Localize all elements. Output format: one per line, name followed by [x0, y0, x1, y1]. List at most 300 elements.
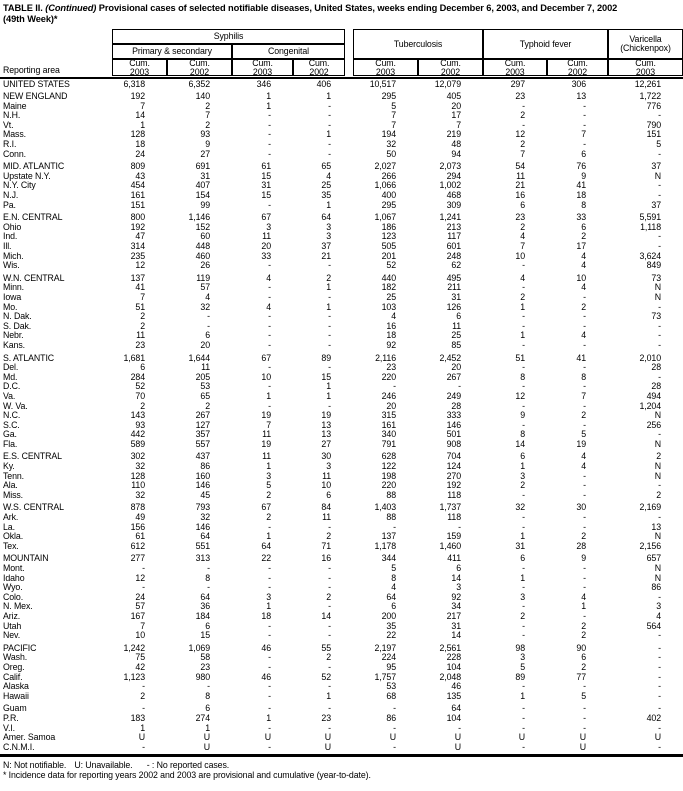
- table-row: [0, 491, 683, 501]
- value-cell: 128: [130, 130, 145, 140]
- value-cell: 302: [130, 452, 145, 462]
- value-cell: 6,318: [123, 79, 145, 89]
- reporting-area-cell: D.C.: [3, 382, 21, 392]
- value-cell: 274: [195, 713, 210, 723]
- table-row: [0, 564, 683, 574]
- value-cell: 1,066: [374, 181, 396, 191]
- reporting-area-cell: Oreg.: [3, 662, 25, 672]
- value-cell: -: [583, 420, 586, 430]
- value-cell: -: [393, 742, 396, 752]
- value-cell: 32: [135, 462, 145, 472]
- value-cell: 256: [646, 420, 661, 430]
- table-row: [0, 181, 683, 191]
- value-cell: 3: [266, 471, 271, 481]
- value-cell: 2: [326, 592, 331, 602]
- page-title: [0, 0, 683, 26]
- value-cell: 46: [261, 672, 271, 682]
- value-cell: 84: [321, 503, 331, 513]
- reporting-area-cell: Ohio: [3, 222, 22, 232]
- value-cell: 551: [195, 541, 210, 551]
- value-cell: 1: [266, 713, 271, 723]
- value-cell: 4: [391, 583, 396, 593]
- value-cell: 790: [646, 120, 661, 130]
- reporting-area-cell: Tex.: [3, 541, 19, 551]
- reporting-area-cell: Utah: [3, 621, 22, 631]
- value-cell: 1: [520, 691, 525, 701]
- value-cell: 7: [520, 149, 525, 159]
- value-cell: -: [328, 631, 331, 641]
- value-cell: 16: [321, 554, 331, 564]
- title-prefix: TABLE II.: [3, 3, 46, 13]
- value-cell: 1,722: [639, 92, 661, 102]
- value-cell: -: [522, 101, 525, 111]
- value-cell: 26: [200, 261, 210, 271]
- reporting-area-cell: S. Dak.: [3, 321, 32, 331]
- footnotes: [0, 757, 683, 781]
- value-cell: -: [583, 723, 586, 733]
- value-cell: 2: [520, 111, 525, 121]
- value-cell: 47: [135, 232, 145, 242]
- value-cell: 50: [386, 149, 396, 159]
- value-cell: 2: [581, 621, 586, 631]
- value-cell: 1,241: [439, 213, 461, 223]
- value-cell: -: [658, 643, 661, 653]
- value-cell: 2: [581, 532, 586, 542]
- value-cell: 36: [200, 602, 210, 612]
- value-cell: 128: [130, 471, 145, 481]
- group-primary-secondary: Primary & secondary: [112, 44, 232, 59]
- table-row: [0, 542, 683, 552]
- value-cell: 980: [195, 672, 210, 682]
- value-cell: 192: [130, 222, 145, 232]
- value-cell: 2: [581, 662, 586, 672]
- value-cell: -: [522, 522, 525, 532]
- table-row: [0, 452, 683, 462]
- value-cell: 1,123: [123, 672, 145, 682]
- value-cell: -: [328, 120, 331, 130]
- value-cell: 161: [381, 420, 396, 430]
- value-cell: 64: [261, 541, 271, 551]
- reporting-area-cell: Alaska: [3, 682, 29, 692]
- value-cell: -: [522, 583, 525, 593]
- value-cell: 33: [261, 251, 271, 261]
- value-cell: 4: [581, 261, 586, 271]
- value-cell: U: [324, 742, 331, 752]
- table-row: [0, 382, 683, 392]
- value-cell: -: [268, 573, 271, 583]
- value-cell: 46: [261, 643, 271, 653]
- value-cell: 37: [651, 162, 661, 172]
- value-cell: -: [522, 564, 525, 573]
- value-cell: 70: [135, 391, 145, 401]
- value-cell: N: [654, 532, 661, 542]
- value-cell: 140: [195, 92, 210, 102]
- value-cell: 20: [386, 401, 396, 411]
- value-cell: 37: [651, 200, 661, 210]
- table-row: [0, 673, 683, 683]
- disease-table: [0, 80, 683, 753]
- value-cell: 1,069: [188, 643, 210, 653]
- value-cell: 92: [451, 592, 461, 602]
- value-cell: 7: [205, 111, 210, 121]
- value-cell: 30: [321, 452, 331, 462]
- value-cell: -: [583, 583, 586, 593]
- value-cell: -: [268, 621, 271, 631]
- legend-unavailable: U: Unavailable.: [74, 759, 133, 770]
- value-cell: 3: [326, 232, 331, 242]
- value-cell: -: [393, 522, 396, 532]
- value-cell: -: [268, 401, 271, 411]
- value-cell: 249: [446, 391, 461, 401]
- value-cell: -: [522, 420, 525, 430]
- value-cell: 6: [205, 331, 210, 341]
- value-cell: 294: [446, 171, 461, 181]
- table-row: [0, 363, 683, 373]
- value-cell: 35: [386, 621, 396, 631]
- value-cell: 67: [261, 213, 271, 223]
- value-cell: 704: [446, 452, 461, 462]
- value-cell: U: [389, 733, 396, 743]
- value-cell: 6: [581, 653, 586, 663]
- value-cell: 51: [135, 302, 145, 312]
- value-cell: 333: [446, 411, 461, 421]
- reporting-area-cell: Pa.: [3, 200, 16, 210]
- value-cell: 437: [195, 452, 210, 462]
- value-cell: 448: [195, 242, 210, 251]
- reporting-area-cell: Tenn.: [3, 471, 25, 481]
- value-cell: 31: [515, 541, 525, 551]
- value-cell: 9: [205, 140, 210, 150]
- reporting-area-cell: Miss.: [3, 490, 24, 500]
- value-cell: 3: [456, 583, 461, 593]
- value-cell: -: [658, 742, 661, 752]
- value-cell: 1: [326, 691, 331, 701]
- value-cell: 5,591: [639, 213, 661, 223]
- table-row: [0, 682, 683, 692]
- value-cell: -: [522, 723, 525, 733]
- reporting-area-cell: Wash.: [3, 653, 28, 663]
- value-cell: 2: [520, 611, 525, 621]
- value-cell: -: [268, 340, 271, 350]
- value-cell: 2,561: [439, 643, 461, 653]
- table-row: [0, 172, 683, 182]
- value-cell: 8: [520, 430, 525, 440]
- table-row: [0, 242, 683, 252]
- reporting-area-cell: P.R.: [3, 713, 19, 723]
- value-cell: 4: [520, 232, 525, 242]
- value-cell: 1,242: [123, 643, 145, 653]
- value-cell: 1: [520, 302, 525, 312]
- value-cell: 6: [520, 200, 525, 210]
- table-row: [0, 80, 683, 90]
- value-cell: 64: [321, 213, 331, 223]
- value-cell: 61: [135, 532, 145, 542]
- group-typhoid-fever: Typhoid fever: [483, 29, 608, 59]
- value-cell: 64: [200, 592, 210, 602]
- value-cell: -: [583, 490, 586, 500]
- value-cell: 407: [195, 181, 210, 191]
- reporting-area-cell: Ark.: [3, 513, 19, 523]
- value-cell: 117: [447, 232, 461, 242]
- value-cell: 94: [451, 149, 461, 159]
- value-cell: -: [522, 382, 525, 392]
- reporting-area-cell: La.: [3, 522, 15, 532]
- value-cell: 154: [195, 191, 210, 201]
- value-cell: 64: [200, 532, 210, 542]
- table-row: [0, 430, 683, 440]
- value-cell: -: [658, 672, 661, 682]
- group-congenital: Congenital: [232, 44, 345, 59]
- value-cell: 6: [205, 704, 210, 714]
- value-cell: 32: [135, 490, 145, 500]
- value-cell: 6: [581, 149, 586, 159]
- reporting-area-cell: Mass.: [3, 130, 26, 140]
- value-cell: 11: [201, 363, 210, 373]
- value-cell: 23: [321, 713, 331, 723]
- reporting-area-cell: Minn.: [3, 283, 25, 293]
- reporting-area-cell: NEW ENGLAND: [3, 92, 68, 102]
- value-cell: 143: [130, 411, 145, 421]
- table-row: [0, 704, 683, 714]
- value-cell: 4: [581, 592, 586, 602]
- value-cell: 776: [646, 101, 661, 111]
- value-cell: 16: [386, 321, 396, 331]
- col-header-tuberculosis-2002: Cum. 2002: [418, 59, 483, 76]
- value-cell: 86: [200, 462, 210, 472]
- table-row: [0, 232, 683, 242]
- value-cell: 28: [576, 541, 586, 551]
- value-cell: -: [522, 363, 525, 373]
- value-cell: 2: [326, 653, 331, 663]
- value-cell: 18: [576, 191, 586, 201]
- value-cell: 246: [381, 391, 396, 401]
- value-cell: 10: [135, 631, 145, 641]
- value-cell: U: [324, 733, 331, 743]
- legend-line: [3, 760, 680, 771]
- value-cell: 1: [266, 101, 271, 111]
- value-cell: 1: [266, 391, 271, 401]
- value-cell: 4: [266, 302, 271, 312]
- value-cell: -: [658, 111, 661, 121]
- value-cell: 267: [446, 372, 461, 382]
- reporting-area-cell: W.S. CENTRAL: [3, 503, 64, 513]
- value-cell: 1,460: [439, 541, 461, 551]
- value-cell: 6: [581, 222, 586, 232]
- value-cell: 90: [576, 643, 586, 653]
- value-cell: 14: [451, 631, 461, 641]
- value-cell: 18: [386, 331, 396, 341]
- value-cell: 8: [520, 372, 525, 382]
- value-cell: -: [268, 331, 271, 341]
- reporting-area-cell: Idaho: [3, 573, 25, 583]
- value-cell: 468: [446, 191, 461, 201]
- reporting-area-cell: Va.: [3, 391, 16, 401]
- value-cell: 11: [262, 452, 271, 462]
- value-cell: 2: [205, 120, 210, 130]
- value-cell: 10: [515, 251, 525, 261]
- table-row: [0, 612, 683, 622]
- value-cell: 89: [515, 672, 525, 682]
- reporting-area-cell: N. Mex.: [3, 602, 33, 612]
- legend-not-notifiable: N: Not notifiable.: [3, 759, 67, 770]
- value-cell: -: [268, 522, 271, 532]
- value-cell: 295: [381, 92, 396, 102]
- value-cell: 67: [261, 503, 271, 513]
- value-cell: 357: [195, 430, 210, 440]
- value-cell: 8: [581, 372, 586, 382]
- value-cell: 1,146: [188, 213, 210, 223]
- value-cell: 1: [205, 723, 210, 733]
- reporting-area-cell: Kans.: [3, 340, 25, 350]
- value-cell: 52: [386, 261, 396, 271]
- value-cell: 1,118: [640, 222, 661, 232]
- value-cell: 2,116: [375, 353, 396, 363]
- value-cell: 8: [581, 200, 586, 210]
- value-cell: 2: [326, 273, 331, 283]
- value-cell: -: [583, 704, 586, 714]
- reporting-area-cell: Ind.: [3, 232, 18, 242]
- value-cell: 25: [386, 292, 396, 302]
- value-cell: -: [328, 522, 331, 532]
- value-cell: -: [522, 742, 525, 752]
- value-cell: 22: [261, 554, 271, 564]
- value-cell: 68: [386, 691, 396, 701]
- value-cell: -: [583, 401, 586, 411]
- value-cell: 28: [651, 363, 661, 373]
- reporting-area-cell: Okla.: [3, 532, 24, 542]
- value-cell: 400: [381, 191, 396, 201]
- value-cell: -: [268, 653, 271, 663]
- value-cell: -: [583, 682, 586, 692]
- value-cell: -: [268, 312, 271, 322]
- value-cell: 23: [200, 662, 210, 672]
- value-cell: 200: [381, 611, 396, 621]
- col-header-congenital-2003: Cum. 2003: [232, 59, 293, 76]
- value-cell: 213: [446, 222, 461, 232]
- value-cell: 10: [321, 481, 331, 491]
- value-cell: -: [658, 331, 661, 341]
- value-cell: 119: [196, 273, 210, 283]
- value-cell: 1: [266, 532, 271, 542]
- value-cell: -: [268, 631, 271, 641]
- value-cell: 86: [386, 713, 396, 723]
- value-cell: 6: [520, 452, 525, 462]
- value-cell: 2: [581, 631, 586, 641]
- title-rest: Provisional cases of selected notifiable diseases, United States, weeks ending December 6, 2003, and December 7, 2002: [96, 3, 618, 13]
- value-cell: -: [658, 302, 661, 312]
- value-cell: -: [583, 481, 586, 491]
- value-cell: 32: [200, 513, 210, 523]
- value-cell: -: [658, 149, 661, 159]
- table-row: [0, 411, 683, 421]
- value-cell: 19: [261, 411, 271, 421]
- value-cell: 14: [321, 611, 331, 621]
- value-cell: -: [207, 682, 210, 692]
- value-cell: 5: [581, 430, 586, 440]
- value-cell: -: [328, 621, 331, 631]
- value-cell: U: [454, 742, 461, 752]
- value-cell: -: [328, 312, 331, 322]
- value-cell: 62: [451, 261, 461, 271]
- table-row: [0, 322, 683, 332]
- value-cell: 122: [381, 462, 396, 472]
- value-cell: 7: [391, 120, 396, 130]
- reporting-area-cell: Wis.: [3, 261, 20, 271]
- value-cell: -: [268, 111, 271, 121]
- value-cell: 3: [266, 222, 271, 232]
- col-header-typhoid-2002: Cum. 2002: [547, 59, 608, 76]
- value-cell: 5: [391, 101, 396, 111]
- value-cell: 809: [130, 162, 145, 172]
- table-row: [0, 373, 683, 383]
- value-cell: -: [658, 513, 661, 523]
- table-row: [0, 724, 683, 734]
- value-cell: 5: [391, 564, 396, 573]
- value-cell: 1: [326, 391, 331, 401]
- reporting-area-cell: Hawaii: [3, 691, 29, 701]
- reporting-area-cell: Mich.: [3, 251, 24, 261]
- value-cell: 1,644: [188, 353, 210, 363]
- value-cell: 182: [381, 283, 396, 293]
- table-row: [0, 223, 683, 233]
- value-cell: 8: [205, 573, 210, 583]
- value-cell: -: [658, 723, 661, 733]
- table-row: [0, 354, 683, 364]
- reporting-area-cell: Iowa: [3, 292, 22, 302]
- reporting-area-cell: N.Y. City: [3, 181, 36, 191]
- value-cell: N: [654, 292, 661, 302]
- value-cell: -: [658, 232, 661, 242]
- col-header-varicella-2003: Cum. 2003: [608, 59, 683, 76]
- value-cell: 19: [321, 411, 331, 421]
- value-cell: 11: [322, 513, 331, 523]
- value-cell: 4: [266, 273, 271, 283]
- value-cell: 32: [200, 302, 210, 312]
- value-cell: 124: [446, 462, 461, 472]
- value-cell: 3: [520, 653, 525, 663]
- table-row: [0, 331, 683, 341]
- value-cell: -: [268, 149, 271, 159]
- table-row: [0, 293, 683, 303]
- value-cell: 118: [447, 513, 461, 523]
- value-cell: -: [522, 261, 525, 271]
- value-cell: 4: [326, 171, 331, 181]
- value-cell: -: [658, 704, 661, 714]
- value-cell: -: [328, 261, 331, 271]
- table-row: [0, 162, 683, 172]
- value-cell: -: [268, 140, 271, 150]
- value-cell: -: [268, 564, 271, 573]
- reporting-area-cell: N. Dak.: [3, 312, 32, 322]
- value-cell: 58: [200, 653, 210, 663]
- value-cell: 146: [195, 481, 210, 491]
- value-cell: -: [658, 481, 661, 491]
- value-cell: 2: [656, 490, 661, 500]
- value-cell: -: [583, 573, 586, 583]
- value-cell: 73: [651, 273, 661, 283]
- value-cell: 25: [451, 331, 461, 341]
- value-cell: 306: [571, 79, 586, 89]
- reporting-area-cell: Maine: [3, 101, 27, 111]
- varicella-line2: (Chickenpox): [620, 43, 671, 53]
- value-cell: 12: [515, 130, 525, 140]
- value-cell: -: [268, 261, 271, 271]
- value-cell: -: [393, 382, 396, 392]
- value-cell: -: [658, 631, 661, 641]
- table-body: [0, 80, 683, 753]
- value-cell: 7: [391, 111, 396, 121]
- value-cell: 86: [651, 583, 661, 593]
